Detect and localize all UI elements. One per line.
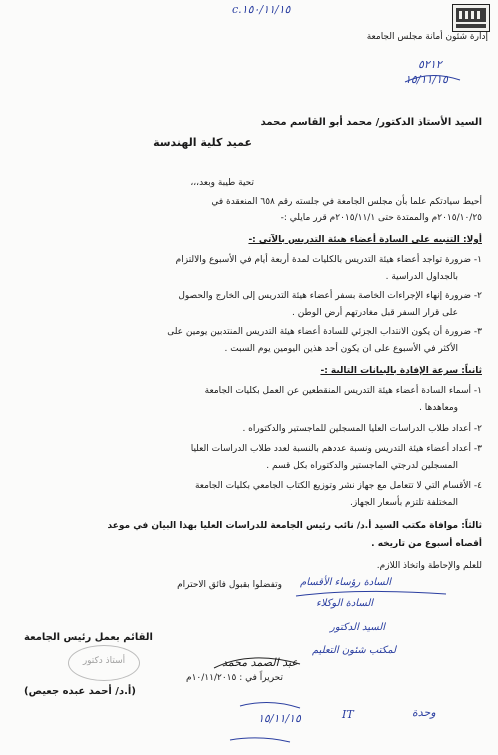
intro-line-2: ٢٠١٥/١٠/٢٥م والممتدة حتى ٢٠١٥/١١/١م قرر مايلي :- <box>280 213 482 223</box>
recipient-line-2: عميد كلية الهندسة <box>153 136 252 149</box>
section-two-item-1-line-2: ومعاهدها . <box>419 403 458 413</box>
section-three-line-1: ثالثاً: موافاة مكتب السيد أ.د/ نائب رئيس الجامعة للدراسات العليا بهذا البيان في موعد <box>107 521 482 531</box>
intro-line-1: أحيط سيادتكم علما بأن مجلس الجامعة في جلسته رقم ٦٥٨ المنعقدة في <box>211 197 482 207</box>
handwritten-ref-top: c.١٥٠/١١/١٥ <box>232 3 291 16</box>
official-stamp: أستاذ دكتور <box>68 645 140 681</box>
handwritten-bottom-unit: وحدة <box>412 706 436 719</box>
closing-line-2: وتفضلوا بقبول فائق الاحترام <box>177 580 282 590</box>
section-two-item-2: ٢- أعداد طلاب الدراسات العليا المسجلين للماجستير والدكتوراه . <box>242 424 482 434</box>
handwritten-signature: عبد الصمد محمد <box>222 656 298 669</box>
handwritten-ref-side: ٥٢١٢ <box>418 58 442 71</box>
section-one-item-3-line-1: ٣- ضرورة أن يكون الانتداب الجزئي للسادة أعضاء هيئة التدريس المنتدبين يومين على <box>167 327 482 337</box>
section-one-title: أولا: التنبيه على السادة أعضاء هيئة التدريس بالآتي :- <box>248 235 482 245</box>
handwritten-bottom-it: IT <box>342 708 354 721</box>
section-three-line-2: أقصاه أسبوع من تاريخه . <box>371 539 482 549</box>
handwritten-ref-side-2: ١٥/١١/١٥ <box>405 73 448 86</box>
handwritten-cc-3: السيد الدكتور <box>330 622 386 633</box>
signature-title: القائم بعمل رئيس الجامعة <box>24 632 153 643</box>
org-name: إدارة شئون أمانة مجلس الجامعة <box>366 32 488 42</box>
closing-line-1: للعلم والإحاطة واتخاذ اللازم. <box>376 561 482 571</box>
section-one-item-2-line-1: ٢- ضرورة إنهاء الإجراءات الخاصة بسفر أعضاء هيئة التدريس إلى الخارج والحصول <box>178 291 482 301</box>
greeting: تحية طيبة وبعد،،، <box>190 178 254 188</box>
section-two-title: ثانياً: سرعة الإفادة بالبيانات التالية :- <box>320 366 482 376</box>
handwritten-cc-2: السادة الوكلاء <box>316 598 374 609</box>
section-one-item-2-line-2: على قرار السفر قبل مغادرتهم أرض الوطن . <box>291 308 458 318</box>
section-two-item-3-line-2: المسجلين لدرجتي الماجستير والدكتوراه بكل قسم . <box>266 461 458 471</box>
section-one-item-3-line-2: الأكثر في الأسبوع على ان يكون أحد هذين اليومين يوم السبت . <box>224 344 458 354</box>
handwritten-cc-4: لمكتب شئون التعليم <box>312 645 397 656</box>
date-line: تحريراً في : ١٠/١١/٢٠١٥م <box>186 673 283 683</box>
recipient-line-1: السيد الأستاذ الدكتور/ محمد أبو القاسم محمد <box>260 117 482 128</box>
section-two-item-4-line-1: ٤- الأقسام التي لا تتعامل مع جهاز نشر وتوزيع الكتاب الجامعي بكليات الجامعة <box>194 481 482 491</box>
section-two-item-4-line-2: المختلفة تلتزم بأسعار الجهاز. <box>349 498 458 508</box>
handwritten-cc-1: السادة رؤساء الأقسام <box>300 577 392 588</box>
signature-name: (أ.د/ أحمد عبده جعيص) <box>24 686 136 697</box>
section-one-item-1-line-1: ١- ضرورة تواجد أعضاء هيئة التدريس بالكليات لمدة أربعة أيام في الأسبوع والالتزام <box>175 255 482 265</box>
section-one-item-1-line-2: بالجداول الدراسية . <box>385 272 458 282</box>
section-two-item-3-line-1: ٣- أعداد أعضاء هيئة التدريس ونسبة عددهم بالنسبة لعدد طلاب الدراسات العليا <box>190 444 482 454</box>
section-two-item-1-line-1: ١- أسماء السادة أعضاء هيئة التدريس المنقطعين عن العمل بكليات الجامعة <box>204 386 482 396</box>
handwritten-bottom-date: ١٥/١١/١٥ <box>258 712 301 725</box>
